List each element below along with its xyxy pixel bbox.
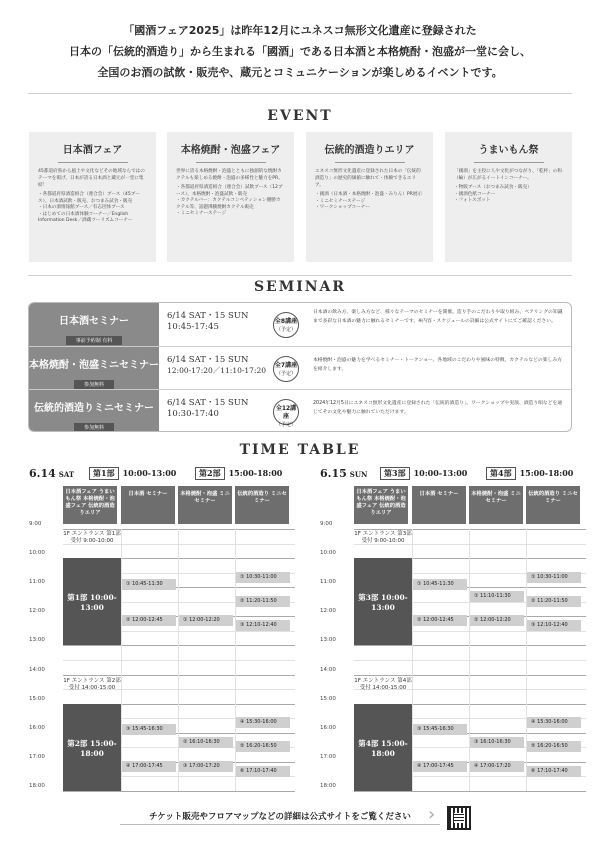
badge-main: 全12講座: [275, 405, 297, 420]
hour-label: 10:00: [29, 550, 45, 557]
divider: [28, 93, 572, 94]
seminar-date: 6/14 SAT・15 SUN: [167, 311, 249, 321]
hour-label: 18:00: [320, 782, 336, 789]
hour-line: [354, 645, 586, 646]
hour-line: [354, 791, 586, 792]
seminar-schedule: [167, 355, 267, 375]
session-block: 第1部 10:00-13:00: [63, 558, 121, 645]
divider: [58, 162, 128, 163]
seminar-label: [29, 347, 159, 389]
hour-label: 11:00: [320, 579, 336, 586]
session-slot: ⑥ 17:10-17:40: [236, 766, 290, 777]
hour-label: 17:00: [29, 753, 45, 760]
list-item: ・ カクテルバー：カクテルコンペティション優勝カクテル等、話題沸騰焼酎カクテル販売: [176, 198, 285, 211]
intro-text: [0, 20, 600, 83]
hour-label: 17:00: [320, 753, 336, 760]
divider: [474, 162, 544, 163]
session-slot: ① 12:00-12:20: [179, 615, 233, 626]
part-time: 15:00-18:00: [228, 468, 283, 478]
seminar-name: 日本酒セミナー: [59, 316, 129, 327]
list-item: ・ ミニセミナーステージ: [315, 199, 424, 206]
seminar-row-sake: [29, 303, 572, 346]
day-date-number: 6.15: [320, 467, 347, 480]
session-slot: ① 10:30-11:00: [236, 572, 290, 583]
session-block: 第3部 10:00-13:00: [354, 558, 412, 645]
list-item: ・ ワークショップコーナー: [315, 205, 424, 212]
seminar-schedule: [167, 311, 248, 333]
session-slot: ② 11:20-11:50: [527, 596, 581, 607]
part-label: 第3部: [380, 467, 410, 480]
session-slot: ③ 12:10-12:40: [527, 620, 581, 631]
event-card-title: 日本酒フェア: [62, 145, 123, 156]
session-slot: ① 10:45-11:30: [122, 579, 176, 590]
session-slot: ② 12:00-12:20: [470, 615, 524, 626]
seminar-row-traditional: [29, 389, 572, 432]
hour-label: 11:00: [29, 579, 45, 586]
hour-line: [63, 529, 295, 530]
event-card-sake-fair: [29, 132, 156, 262]
seminar-label: [29, 390, 159, 432]
hour-label: 14:00: [29, 666, 45, 673]
seminar-desc: 2024年12月5日にユネスコ無形文化遺産に登録された「伝統的酒造り」。ワークショップや実演、酒造り唄などを通じてその文化や魅力に触れていただけます。: [313, 401, 563, 415]
seminar-section-title: SEMINAR: [253, 279, 347, 295]
session-slot: ② 12:00-12:45: [122, 615, 176, 626]
column-separator: [178, 529, 179, 791]
event-card-list: [445, 182, 572, 205]
column-header: 日本酒 セミナー: [121, 486, 175, 524]
day-date: [29, 467, 74, 480]
column-header: 本格焼酎・泡盛 ミニセミナー: [469, 486, 523, 524]
seminar-date: 6/14 SAT・15 SUN: [167, 398, 249, 408]
intro-line: 「國酒フェア2025」は昨年12月にユネスコ無形文化遺産に登録された: [123, 24, 477, 37]
column-header: 日本酒フェア うまいもん祭 本格焼酎・泡盛フェア 伝統的酒造りエリア: [63, 486, 117, 524]
event-card-title: うまいもん祭: [478, 145, 539, 156]
seminar-date: 6/14 SAT・15 SUN: [167, 355, 249, 365]
hour-label: 9:00: [29, 521, 42, 527]
badge-sub: （予定）: [275, 371, 296, 377]
seminar-name: 伝統的酒造りミニセミナー: [34, 403, 154, 414]
hour-label: 13:00: [29, 637, 45, 644]
column-header: 日本酒フェア うまいもん祭 本格焼酎・泡盛フェア 伝統的酒造りエリア: [354, 486, 408, 524]
list-item: ・ 各都道府県酒造組合（連合会）ブース（45ブース）、日本酒試飲・販売、おつまみ試食・販売: [38, 192, 147, 205]
intro-line: 全国のお酒の試飲・販売や、蔵元とコミュニケーションが楽しめるイベントです。: [97, 66, 503, 79]
event-section-title: EVENT: [267, 108, 333, 124]
list-item: ・ はじめての日本酒体験コーナー／English Information Desk／酒蔵ツーリズムコーナー: [38, 212, 147, 225]
list-item: ・ フォトスポット: [454, 198, 563, 205]
column-header: 伝統的酒造り ミニセミナー: [526, 486, 580, 524]
intro-line: 日本の「伝統的酒造り」から生まれる「國酒」である日本酒と本格焼酎・泡盛が一堂に会し、: [69, 45, 531, 58]
session-slot: ④ 17:00-17:20: [470, 761, 524, 772]
seminar-row-shochu: [29, 346, 572, 389]
event-card-shochu-fair: [167, 132, 294, 262]
part-time: 15:00-18:00: [519, 468, 574, 478]
part-label: 第1部: [89, 467, 119, 480]
seminar-count-badge: [273, 399, 299, 428]
hour-line: [63, 675, 295, 676]
seminar-desc: 日本酒の飲み方、楽しみ方など、様々なテーマのセミナーを開催。造り手のこだわりや取り組み、ペアリングの知識まで多彩な日本酒の魅力に触れるセミナーです。※内容・スケジュールの詳細は公式サイトにてご確認ください。: [313, 310, 563, 324]
session-slot: ② 11:20-11:50: [236, 596, 290, 607]
session-block: 第4部 15:00-18:00: [354, 704, 412, 791]
session-slot: ① 10:45-11:30: [413, 579, 467, 590]
qr-code-icon[interactable]: [447, 806, 471, 830]
timetable-section-title: TIME TABLE: [239, 442, 361, 458]
session-slot: ③ 16:10-16:30: [470, 737, 524, 748]
list-item: ・ ミニセミナーステージ: [176, 211, 285, 218]
hour-line: [63, 645, 295, 646]
part-a-header: [89, 467, 176, 480]
event-card-umaimon-festival: [445, 132, 572, 262]
day-date: [320, 467, 367, 480]
part-b-header: [486, 467, 573, 480]
entrance-info: 1F エントランス 第3部 受付 9:00-10:00: [354, 531, 412, 544]
seminar-tag: 参加無料: [74, 380, 114, 389]
hour-label: 14:00: [320, 666, 336, 673]
divider: [335, 162, 405, 163]
chevron-right-icon: ›: [428, 804, 436, 825]
seminar-count-badge: [273, 356, 299, 382]
list-item: ・ 各都道府県酒造組合（連合会）試飲ブース（12ブース）、本格焼酎・泡盛試飲・販売: [176, 185, 285, 198]
hour-label: 15:00: [320, 695, 336, 702]
seminar-desc: 本格焼酎・泡盛の魅力を学べるセミナー・トークショー。各地域のこだわりや風味の特徴、カクテルなどの楽しみ方を紹介します。: [313, 358, 562, 372]
badge-main: 全7講座: [274, 362, 298, 369]
list-item: ・ 物販ブース（おつまみ試食・販売）: [454, 185, 563, 192]
seminar-tag: 参加無料: [74, 423, 114, 432]
column-header: 日本酒 セミナー: [412, 486, 466, 524]
seminar-time: 10:45-17:45: [167, 322, 219, 332]
event-card-title: 本格焼酎・泡盛フェア: [180, 145, 281, 156]
event-card-desc: 「國酒」を主役に人や文化がつながり、「乾杯」の和（輪）が広がるイートインコーナー。: [454, 169, 562, 181]
session-slot: ④ 15:30-16:00: [527, 717, 581, 728]
seminar-count-badge: [273, 312, 299, 338]
part-label: 第4部: [486, 467, 516, 480]
column-separator: [469, 529, 470, 791]
day-of-week: SAT: [58, 470, 75, 479]
part-a-header: [380, 467, 467, 480]
seminar-name: 本格焼酎・泡盛ミニセミナー: [29, 360, 159, 371]
part-b-header: [195, 467, 282, 480]
part-time: 10:00-13:00: [413, 468, 468, 478]
event-card-list: [306, 189, 433, 212]
badge-sub: （予定）: [275, 422, 296, 428]
part-time: 10:00-13:00: [122, 468, 177, 478]
session-slot: ① 10:30-11:00: [527, 572, 581, 583]
column-header: 本格焼酎・泡盛 ミニセミナー: [178, 486, 232, 524]
event-card-list: [29, 189, 156, 225]
hour-label: 9:00: [320, 521, 333, 527]
day-date-number: 6.14: [29, 467, 56, 480]
session-slot: ⑥ 17:10-17:40: [527, 766, 581, 777]
part-label: 第2部: [195, 467, 225, 480]
entrance-info: 1F エントランス 第4部 受付 14:00-15:00: [354, 677, 412, 691]
event-card-list: [167, 182, 294, 218]
badge-sub: （予定）: [275, 327, 296, 333]
hour-label: 16:00: [320, 724, 336, 731]
hour-label: 15:00: [29, 695, 45, 702]
session-block: 第2部 15:00-18:00: [63, 704, 121, 791]
day-of-week: SUN: [349, 470, 368, 479]
list-item: ・ 國酒色紙コーナー: [454, 192, 563, 199]
seminar-tag: 事前予約制 有料: [66, 336, 123, 345]
hour-label: 10:00: [320, 550, 336, 557]
hour-line: [354, 529, 586, 530]
session-slot: ② 16:10-16:30: [179, 737, 233, 748]
session-slot: ⑤ 16:20-16:50: [527, 741, 581, 752]
hour-line: [354, 675, 586, 676]
badge-main: 全8講座: [274, 318, 298, 325]
list-item: ・ 日本の酒情報館ブース／有志団体ブース: [38, 205, 147, 212]
event-card-desc: ユネスコ無形文化遺産に登録された日本の「伝統的酒造り」の歴史的価値に触れて・体験できるエリア。: [315, 169, 421, 188]
seminar-time: 12:00-17:20／11:10-17:20: [167, 366, 267, 375]
hour-label: 16:00: [29, 724, 45, 731]
session-slot: ③ 17:00-17:20: [179, 761, 233, 772]
entrance-info: 1F エントランス 第1部 受付 9:00-10:00: [63, 531, 121, 544]
hour-label: 13:00: [320, 637, 336, 644]
session-slot: ④ 17:00-17:45: [122, 761, 176, 772]
divider: [120, 824, 440, 825]
session-slot: ② 12:00-12:45: [413, 615, 467, 626]
hour-label: 12:00: [320, 608, 336, 615]
footer-text: チケット販売やフロアマップなどの詳細は公式サイトをご覧ください: [149, 812, 411, 822]
event-card-desc: 世界に誇る本格焼酎・泡盛とともに独創的な焼酎カクテルも楽しめる焼酎・泡盛の多様性と魅力をPR。: [176, 169, 283, 181]
session-slot: ① 11:10-11:30: [470, 591, 524, 602]
entrance-info: 1F エントランス 第2部 受付 14:00-15:00: [63, 677, 121, 691]
seminar-time: 10:30-17:40: [167, 409, 219, 419]
column-header: 伝統的酒造り ミニセミナー: [235, 486, 289, 524]
session-slot: ④ 15:30-16:00: [236, 717, 290, 728]
hour-label: 12:00: [29, 608, 45, 615]
session-slot: ③ 15:45-16:30: [122, 724, 176, 735]
hour-label: 18:00: [29, 782, 45, 789]
hour-line: [63, 791, 295, 792]
seminar-label: [29, 303, 159, 346]
event-card-desc: 45都道府県から風土や文化などその地域ならではのテーマを掲げ、日本が誇る日本酒と蔵元が一堂に集結！: [38, 169, 145, 188]
half-hour-line: [63, 660, 295, 661]
event-card-traditional-area: [306, 132, 433, 262]
event-card-title: 伝統的酒造りエリア: [324, 145, 415, 156]
half-hour-line: [354, 660, 586, 661]
session-slot: ③ 12:10-12:40: [236, 620, 290, 631]
seminar-table: [28, 302, 572, 432]
session-slot: ④ 17:00-17:45: [413, 761, 467, 772]
list-item: ・ 國酒（日本酒・本格焼酎・泡盛・みりん）PR展示: [315, 192, 424, 199]
seminar-schedule: [167, 398, 248, 420]
session-slot: ③ 15:45-16:30: [413, 724, 467, 735]
divider: [196, 162, 266, 163]
column-separator: [412, 529, 413, 791]
column-separator: [121, 529, 122, 791]
session-slot: ⑤ 16:20-16:50: [236, 741, 290, 752]
divider: [28, 275, 572, 276]
